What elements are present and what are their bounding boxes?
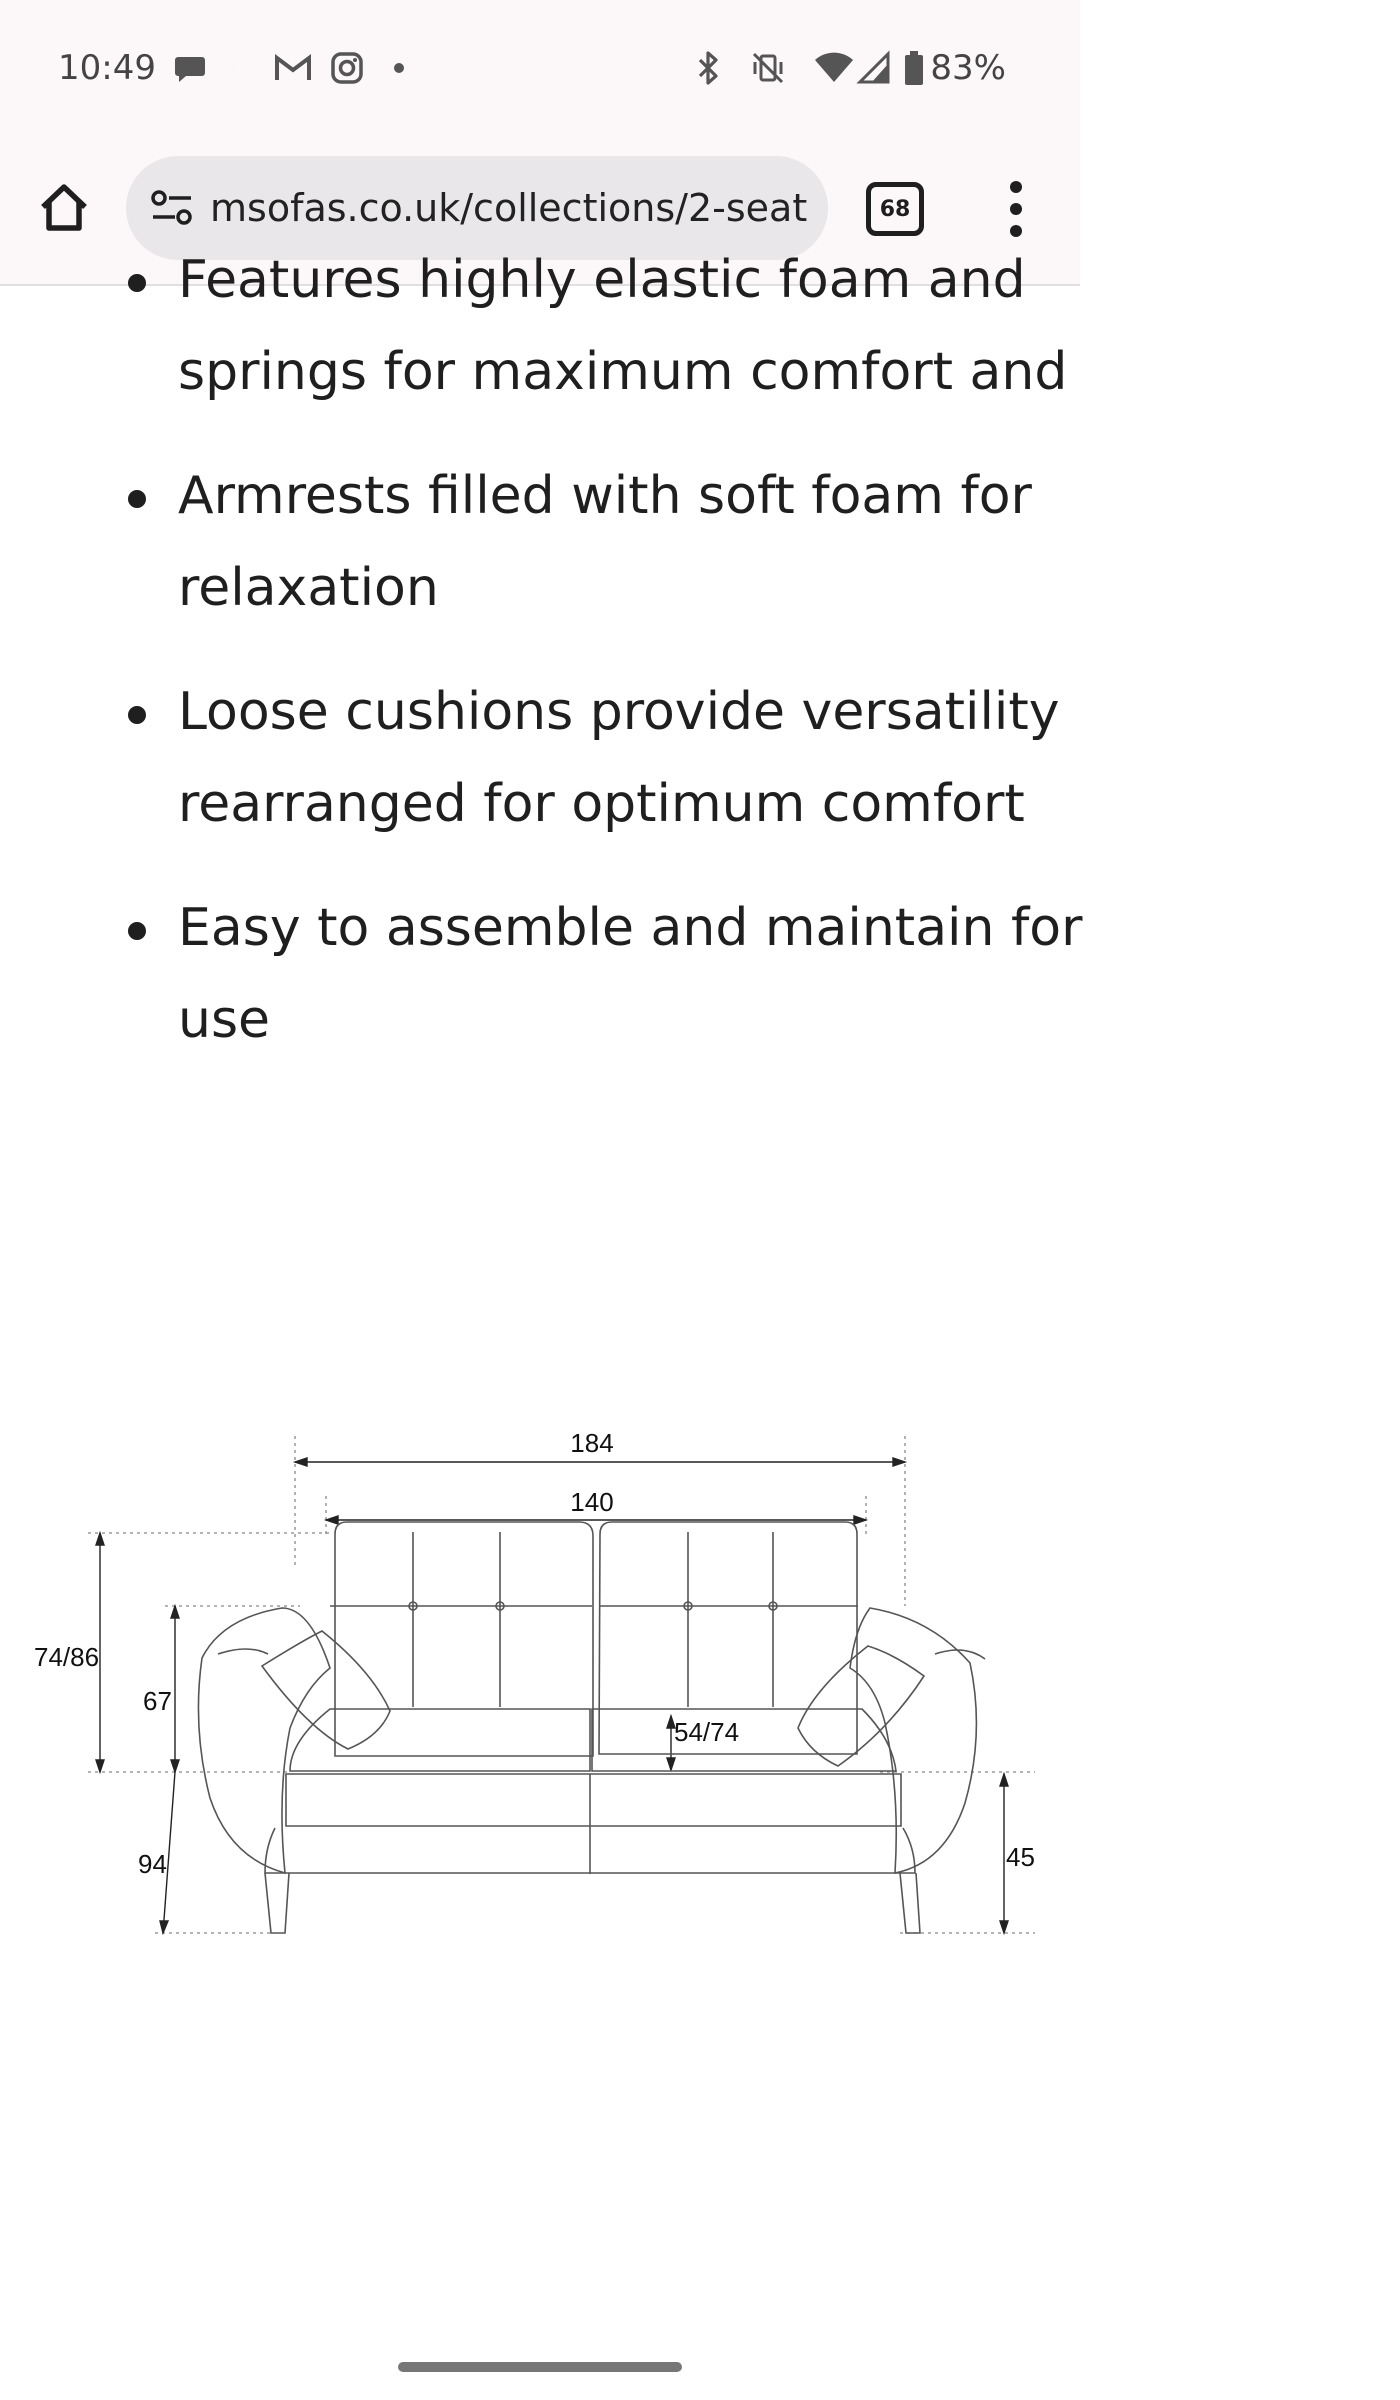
- gmail-icon: [274, 53, 312, 83]
- status-left: [58, 44, 404, 92]
- url-text[interactable]: msofas.co.uk/collections/2-seat: [210, 186, 808, 230]
- clock: 10:49: [58, 48, 156, 88]
- home-icon: [37, 181, 91, 235]
- back-height-label: 74/86: [34, 1642, 100, 1672]
- vibrate-off-icon: [750, 50, 786, 86]
- tab-switcher-button[interactable]: [866, 182, 924, 236]
- overflow-menu-button[interactable]: [994, 176, 1038, 242]
- overall-width-label: 184: [570, 1428, 614, 1458]
- bluetooth-icon: [696, 50, 722, 86]
- total-height-label: 94: [138, 1849, 167, 1879]
- instagram-icon: [330, 51, 364, 85]
- home-button[interactable]: [32, 176, 96, 240]
- feature-list: [0, 234, 1400, 1098]
- seat-width-label: 140: [570, 1487, 614, 1517]
- page-content: [0, 250, 1083, 2366]
- feature-item-cushions: Loose cushions provide versatility rearranged for optimum comfort: [0, 666, 1138, 850]
- feature-item-armrests: Armrests filled with soft foam for relaxation: [0, 450, 1138, 634]
- feature-item-foam-springs: Features highly elastic foam and springs for maximum comfort and: [0, 234, 1138, 418]
- seat-back-label: 67: [143, 1686, 172, 1716]
- wifi-icon: [814, 52, 854, 84]
- status-bar: [0, 0, 1080, 140]
- moon-icon: [226, 51, 256, 85]
- seat-depth-label: 54/74: [674, 1717, 740, 1747]
- status-right: [678, 44, 1006, 92]
- more-vert-icon: [1009, 179, 1023, 239]
- battery-icon: [904, 50, 924, 86]
- battery-percent: 83%: [930, 48, 1006, 88]
- chat-bubble-icon: [174, 51, 208, 85]
- tune-icon: [150, 188, 194, 228]
- seat-height-label: 45: [1006, 1842, 1035, 1872]
- gesture-navigation-bar[interactable]: [398, 2362, 682, 2372]
- signal-icon: [858, 52, 890, 84]
- feature-item-assembly: Easy to assemble and maintain for use: [0, 882, 1138, 1066]
- sofa-dimension-diagram: [0, 1336, 1080, 2016]
- dot-icon: [394, 63, 404, 73]
- tab-count: 68: [879, 196, 911, 222]
- site-info-button[interactable]: [146, 182, 198, 234]
